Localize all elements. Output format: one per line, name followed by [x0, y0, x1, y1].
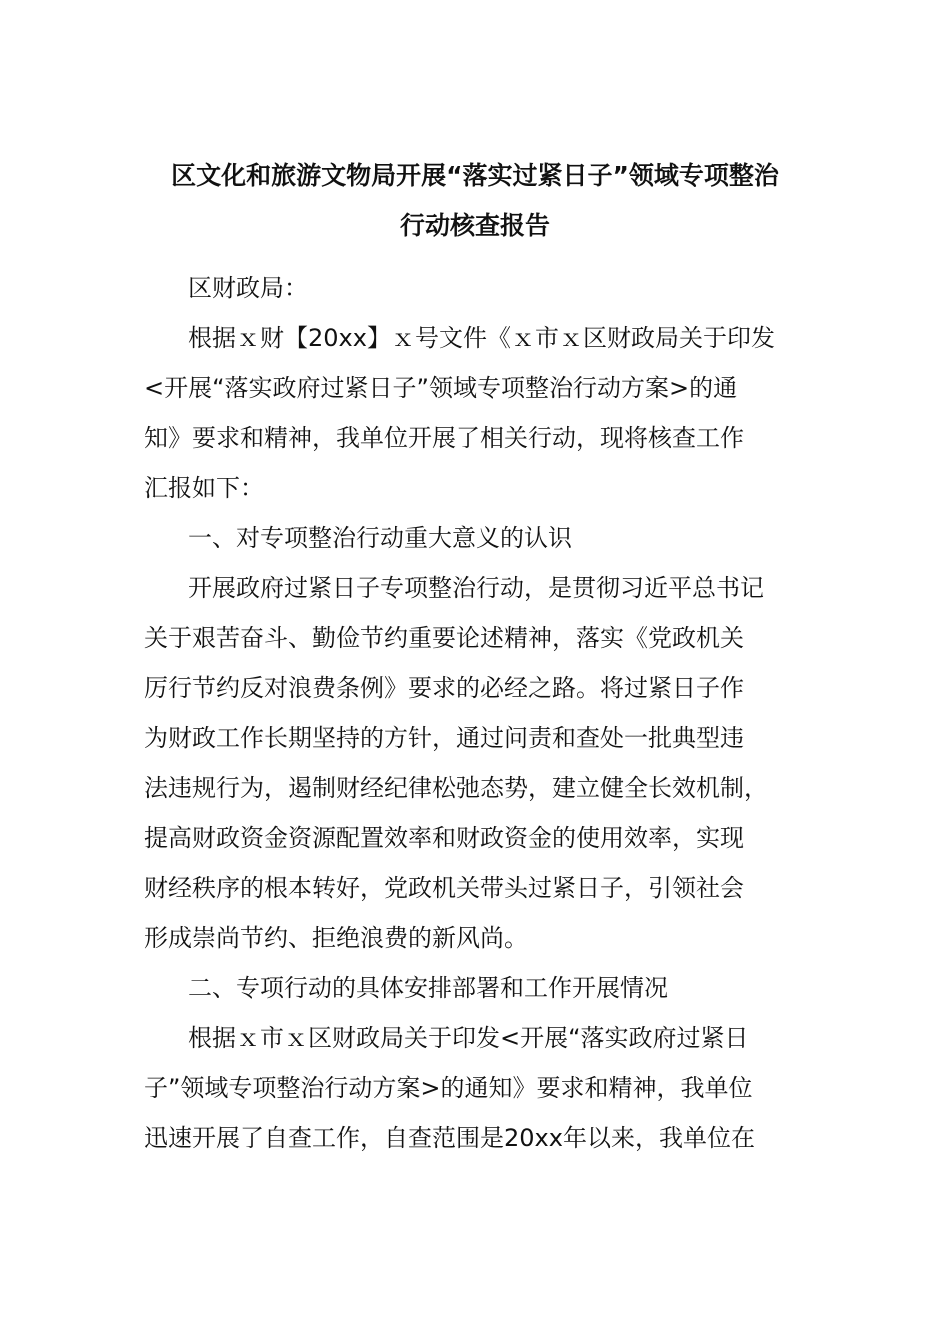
paragraph-line: 迅速开展了自查工作，自查范围是20xx年以来，我单位在 — [144, 1124, 755, 1152]
paragraph-line: 形成崇尚节约、拒绝浪费的新风尚。 — [144, 924, 528, 952]
document-title-line-2: 行动核查报告 — [399, 211, 550, 240]
paragraph-line: 根据ｘ市ｘ区财政局关于印发<开展“落实政府过紧日 — [188, 1024, 749, 1052]
paragraph-line: 厉行节约反对浪费条例》要求的必经之路。将过紧日子作 — [144, 674, 744, 702]
paragraph-line: <开展“落实政府过紧日子”领域专项整治行动方案>的通 — [144, 374, 738, 402]
paragraph-line: 子”领域专项整治行动方案>的通知》要求和精神，我单位 — [144, 1074, 753, 1102]
paragraph-line: 开展政府过紧日子专项整治行动，是贯彻习近平总书记 — [188, 574, 764, 602]
paragraph-line: 提高财政资金资源配置效率和财政资金的使用效率，实现 — [144, 824, 744, 852]
paragraph-line: 汇报如下： — [144, 474, 264, 502]
paragraph-line: 为财政工作长期坚持的方针，通过问责和查处一批典型违 — [144, 724, 744, 752]
paragraph-line: 法违规行为，遏制财经纪律松弛态势，建立健全长效机制， — [144, 774, 768, 802]
section-heading-1: 一、对专项整治行动重大意义的认识 — [188, 524, 572, 552]
paragraph-line: 知》要求和精神，我单位开展了相关行动，现将核查工作 — [144, 424, 744, 452]
section-heading-2: 二、专项行动的具体安排部署和工作开展情况 — [188, 974, 668, 1002]
paragraph-line: 根据ｘ财【20xx】ｘ号文件《ｘ市ｘ区财政局关于印发 — [188, 324, 775, 352]
salutation: 区财政局： — [188, 274, 308, 302]
document-title-line-1: 区文化和旅游文物局开展“落实过紧日子”领域专项整治 — [171, 161, 779, 190]
paragraph-line: 关于艰苦奋斗、勤俭节约重要论述精神，落实《党政机关 — [144, 624, 744, 652]
paragraph-line: 财经秩序的根本转好，党政机关带头过紧日子，引领社会 — [144, 874, 744, 902]
